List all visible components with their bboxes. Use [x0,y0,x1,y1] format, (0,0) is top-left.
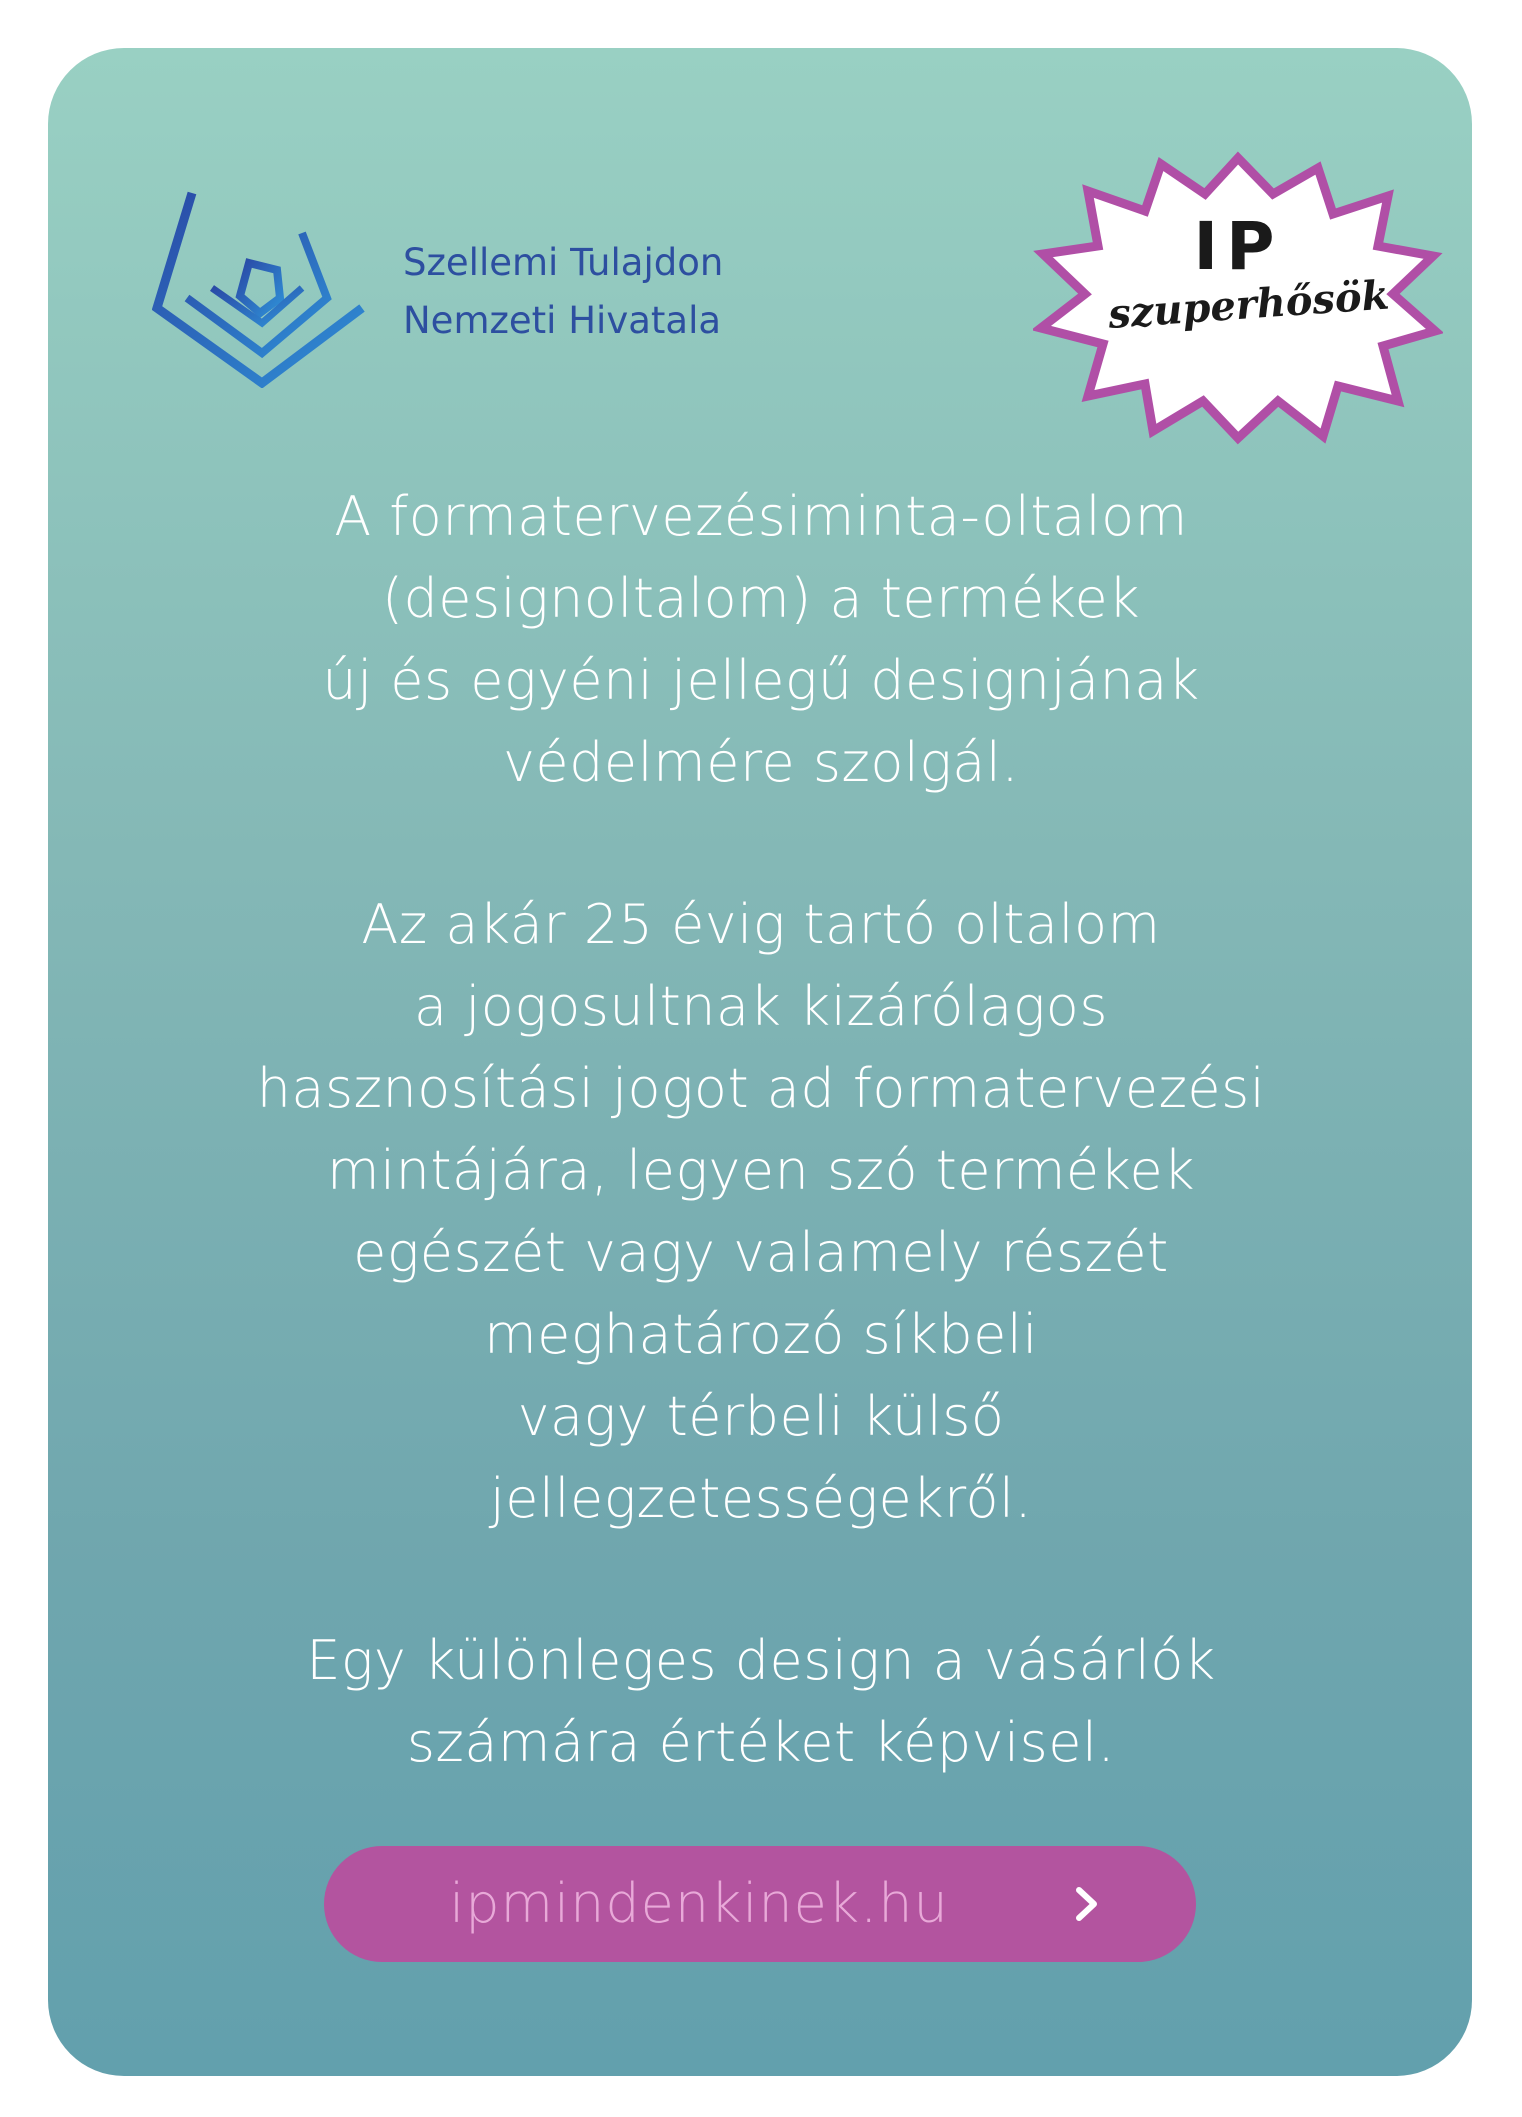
paragraph-2 [0,884,1522,1540]
paragraph-line: védelmére szolgál. [502,731,1020,794]
org-name-line2: Nemzeti Hivatala [403,299,722,342]
paragraph-line: meghatározó síkbeli [484,1303,1038,1366]
organization-name [403,234,723,350]
org-name-line1: Szellemi Tulajdon [403,241,724,284]
paragraph-line: a jogosultnak kizárólagos [414,975,1108,1038]
paragraph-line: (designoltalom) a termékek [381,567,1141,630]
sztnh-logo-icon [152,188,372,388]
website-link-label: ipmindenkinek.hu [449,1872,949,1935]
ip-superheroes-badge [1033,146,1443,446]
paragraph-line: jellegzetességekről. [489,1467,1033,1530]
paragraph-line: Egy különleges design a vásárlók [306,1629,1216,1692]
paragraph-line: új és egyéni jellegű designjának [322,649,1200,712]
paragraph-3 [0,1620,1522,1784]
paragraph-line: számára értéket képvisel. [406,1711,1116,1774]
paragraph-line: A formatervezésiminta-oltalom [334,485,1188,548]
paragraph-line: mintájára, legyen szó termékek [326,1139,1195,1202]
chevron-right-icon [1068,1886,1104,1922]
badge-subtitle: szuperhősök [1106,271,1391,339]
paragraph-line: egészét vagy valamely részét [353,1221,1169,1284]
paragraph-1 [0,476,1522,804]
paragraph-line: vagy térbeli külső [517,1385,1005,1448]
paragraph-line: Az akár 25 évig tartó oltalom [361,893,1161,956]
badge-title: IP [1193,208,1283,285]
paragraph-line: hasznosítási jogot ad formatervezési [256,1057,1266,1120]
website-link-button[interactable] [324,1846,1196,1962]
